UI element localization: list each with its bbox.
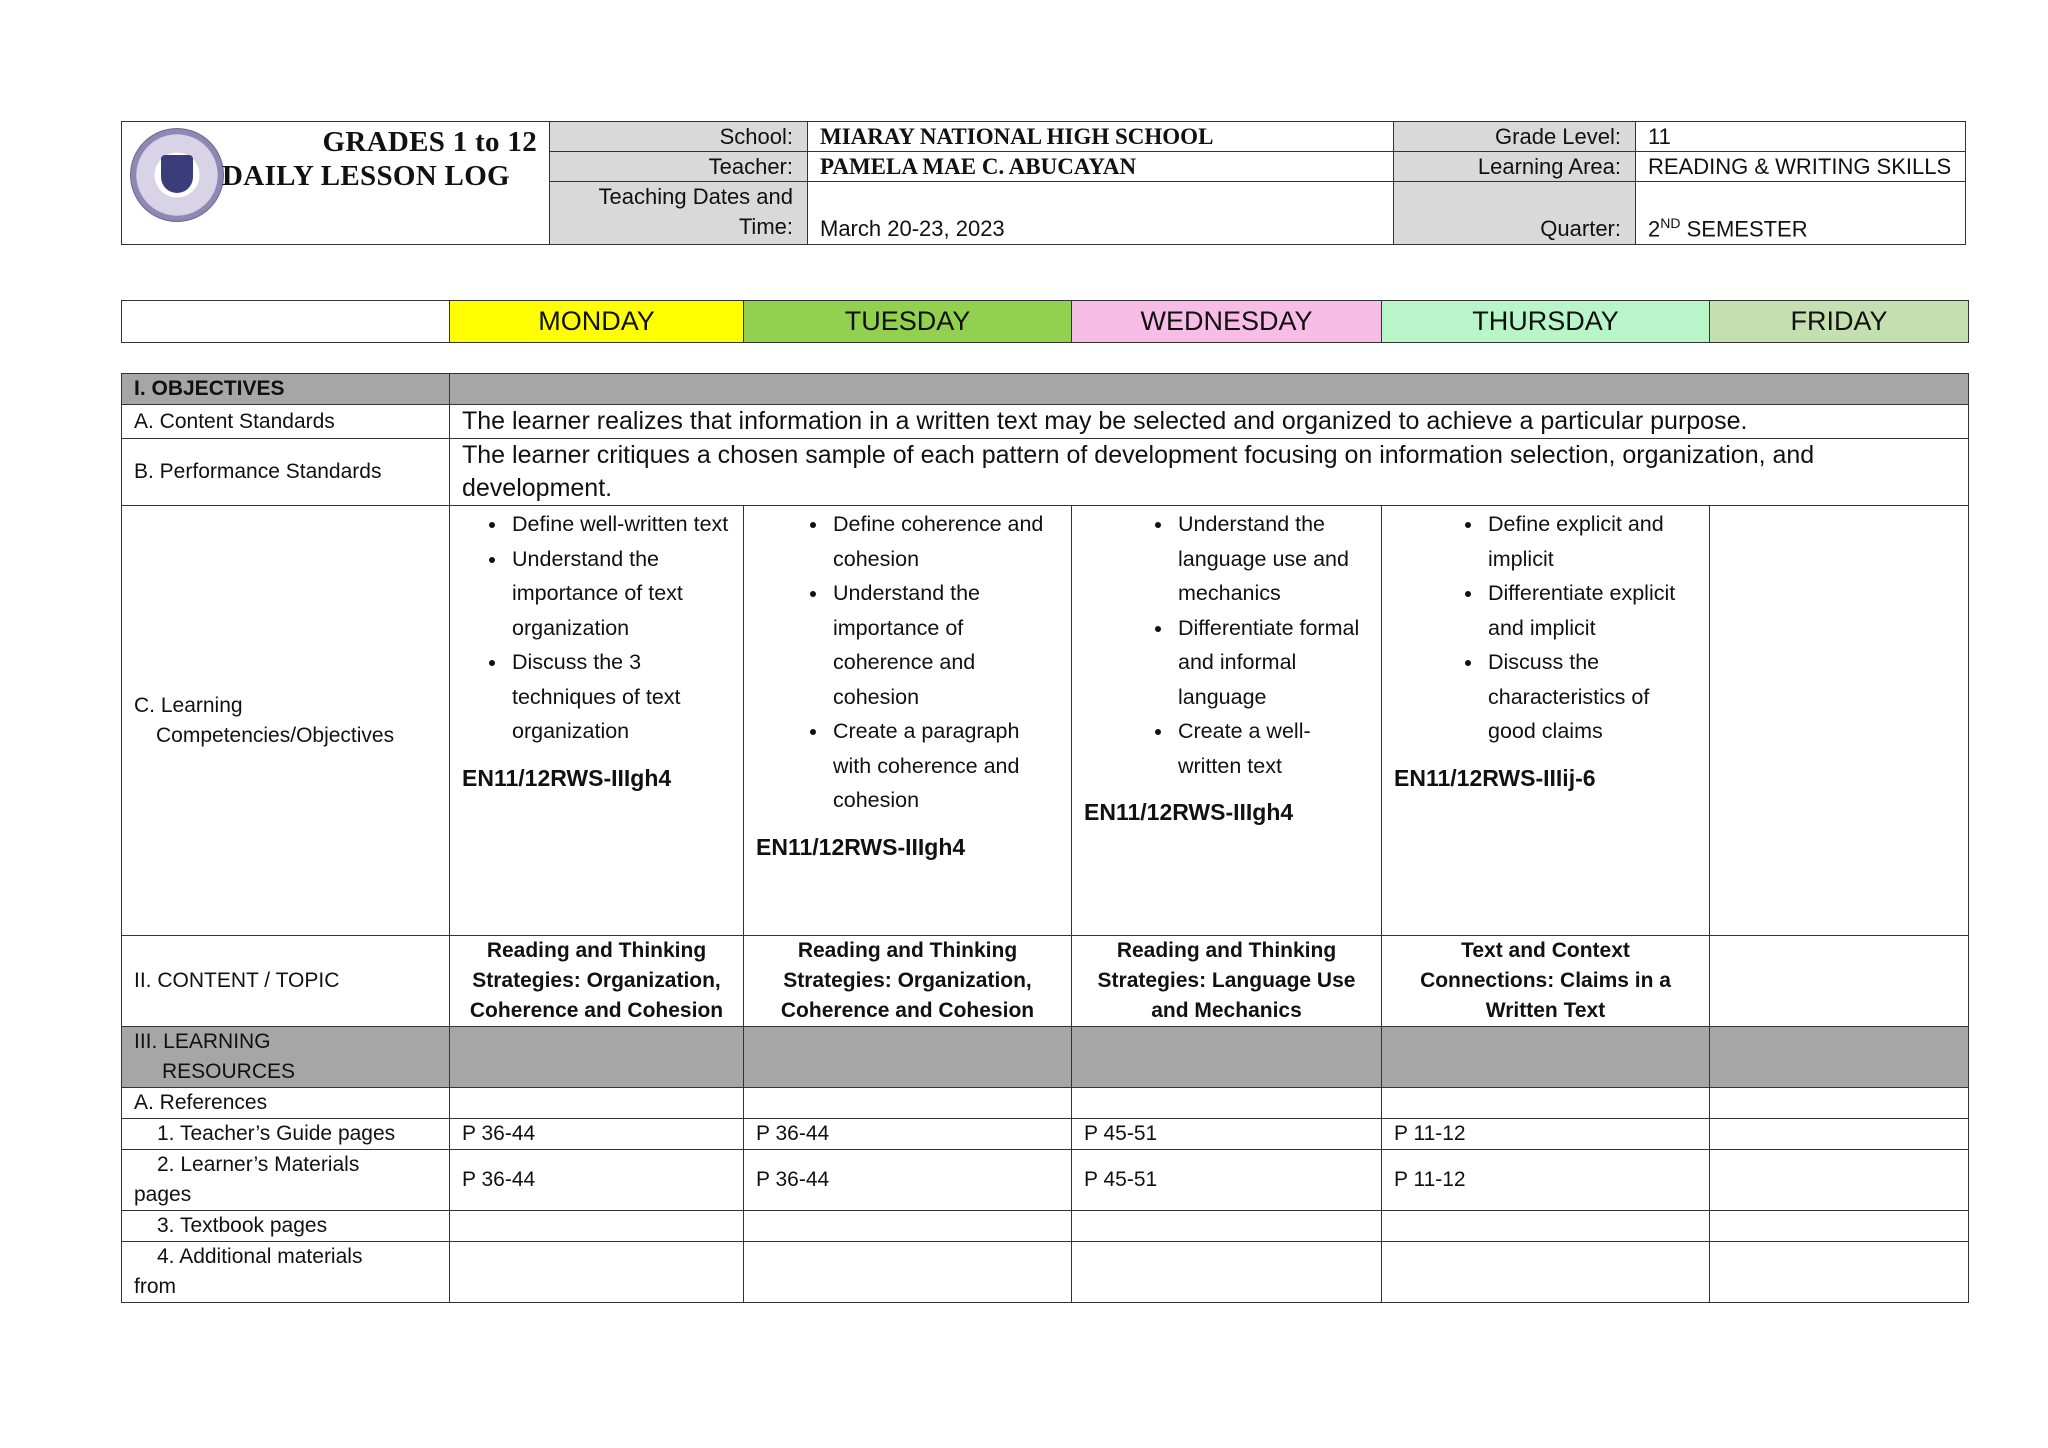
empty-cell xyxy=(450,1242,744,1303)
objective-item: • Differentiate explicit and implicit xyxy=(1484,576,1697,645)
learning-resources-row xyxy=(122,1027,1969,1088)
performance-standards-row xyxy=(122,439,1969,506)
empty-cell xyxy=(1072,1242,1382,1303)
deped-seal-icon xyxy=(130,128,224,222)
empty-cell xyxy=(1382,1211,1710,1242)
objective-item: • Understand the importance of text organization xyxy=(508,542,731,646)
learning-resources-heading-1: III. LEARNING xyxy=(134,1030,271,1053)
content-topic-label: II. CONTENT / TOPIC xyxy=(122,936,450,1027)
performance-standards-text: The learner critiques a chosen sample of each pattern of development focusing on information selection, organization, and development. xyxy=(450,439,1969,506)
teaching-dates-label-1: Teaching Dates and xyxy=(598,184,793,209)
competencies-label-1: C. Learning xyxy=(134,693,243,717)
competency-code: EN11/12RWS-IIIij-6 xyxy=(1394,764,1596,791)
friday-lm xyxy=(1710,1150,1969,1211)
thursday-topic: Text and Context Connections: Claims in a Written Text xyxy=(1382,936,1710,1027)
gray-cell xyxy=(1072,1027,1382,1088)
empty-cell xyxy=(1072,1088,1382,1119)
objective-item: • Define coherence and cohesion xyxy=(829,507,1059,576)
thursday-tg: P 11-12 xyxy=(1382,1119,1710,1150)
days-blank-cell xyxy=(122,301,450,343)
quarter-label: Quarter: xyxy=(1394,182,1636,245)
day-wednesday: WEDNESDAY xyxy=(1072,301,1382,343)
empty-cell xyxy=(1382,1242,1710,1303)
teacher-label: Teacher: xyxy=(550,152,808,182)
additional-materials-label-1: 4. Additional materials xyxy=(157,1245,363,1268)
wednesday-objectives xyxy=(1072,506,1382,936)
references-label: A. References xyxy=(122,1088,450,1119)
objective-item: • Define well-written text xyxy=(508,507,731,542)
learning-resources-heading xyxy=(122,1027,450,1088)
content-topic-row xyxy=(122,936,1969,1027)
wednesday-lm: P 45-51 xyxy=(1072,1150,1382,1211)
learners-materials-row xyxy=(122,1150,1969,1211)
friday-tg xyxy=(1710,1119,1969,1150)
objectives-gray-bar xyxy=(450,374,1969,405)
quarter-value xyxy=(1636,182,1966,245)
teaching-dates-label-2: Time: xyxy=(738,214,793,239)
school-value: MIARAY NATIONAL HIGH SCHOOL xyxy=(808,122,1394,152)
monday-objectives xyxy=(450,506,744,936)
teaching-dates-label xyxy=(550,182,808,245)
empty-cell xyxy=(1710,1242,1969,1303)
competencies-row xyxy=(122,506,1969,936)
lesson-log-table xyxy=(121,373,1969,1303)
objective-item: • Understand the language use and mechanics xyxy=(1174,507,1369,611)
additional-materials-label xyxy=(122,1242,450,1303)
competency-code: EN11/12RWS-IIIgh4 xyxy=(756,833,966,860)
competency-code: EN11/12RWS-IIIgh4 xyxy=(1084,799,1294,825)
objective-item: • Create a well-written text xyxy=(1174,714,1369,783)
title-block xyxy=(122,122,550,245)
empty-cell xyxy=(1710,1088,1969,1119)
gray-cell xyxy=(1382,1027,1710,1088)
thursday-objectives xyxy=(1382,506,1710,936)
empty-cell xyxy=(1710,1211,1969,1242)
textbook-row xyxy=(122,1211,1969,1242)
objective-item: • Define explicit and implicit xyxy=(1484,507,1697,576)
wednesday-topic: Reading and Thinking Strategies: Language Use and Mechanics xyxy=(1072,936,1382,1027)
tuesday-topic: Reading and Thinking Strategies: Organization, Coherence and Cohesion xyxy=(744,936,1072,1027)
empty-cell xyxy=(1382,1088,1710,1119)
objectives-row xyxy=(122,374,1969,405)
objective-item: • Discuss the 3 techniques of text organization xyxy=(508,645,731,749)
objective-item: • Discuss the characteristics of good claims xyxy=(1484,645,1697,749)
tuesday-lm: P 36-44 xyxy=(744,1150,1072,1211)
quarter-rest: SEMESTER xyxy=(1680,216,1808,241)
day-thursday: THURSDAY xyxy=(1382,301,1710,343)
learners-materials-label-2: pages xyxy=(134,1183,192,1206)
teacher-value: PAMELA MAE C. ABUCAYAN xyxy=(808,152,1394,182)
additional-materials-label-2: from xyxy=(134,1275,176,1298)
references-row xyxy=(122,1088,1969,1119)
monday-tg: P 36-44 xyxy=(450,1119,744,1150)
empty-cell xyxy=(744,1242,1072,1303)
objective-item: • Differentiate formal and informal language xyxy=(1174,611,1369,715)
learners-materials-label xyxy=(122,1150,450,1211)
competencies-label-2: Competencies/Objectives xyxy=(156,723,395,747)
textbook-label: 3. Textbook pages xyxy=(122,1211,450,1242)
gray-cell xyxy=(744,1027,1072,1088)
friday-objectives xyxy=(1710,506,1969,936)
empty-cell xyxy=(744,1088,1072,1119)
header-table xyxy=(121,121,1966,245)
objectives-heading: I. OBJECTIVES xyxy=(122,374,450,405)
empty-cell xyxy=(450,1088,744,1119)
day-monday: MONDAY xyxy=(450,301,744,343)
performance-standards-label: B. Performance Standards xyxy=(122,439,450,506)
gray-cell xyxy=(450,1027,744,1088)
title-line-2: DAILY LESSON LOG xyxy=(222,160,510,192)
wednesday-tg: P 45-51 xyxy=(1072,1119,1382,1150)
teachers-guide-row xyxy=(122,1119,1969,1150)
monday-lm: P 36-44 xyxy=(450,1150,744,1211)
content-standards-text: The learner realizes that information in a written text may be selected and organized to achieve a particular purpose. xyxy=(450,405,1969,439)
objective-item: • Understand the importance of coherence and cohesion xyxy=(829,576,1059,714)
additional-materials-row xyxy=(122,1242,1969,1303)
title-line-1: GRADES 1 to 12 xyxy=(322,126,537,158)
day-friday: FRIDAY xyxy=(1710,301,1969,343)
learning-resources-heading-2: RESOURCES xyxy=(162,1060,296,1083)
quarter-num: 2 xyxy=(1648,216,1661,241)
objective-item: • Create a paragraph with coherence and cohesion xyxy=(829,714,1059,818)
learning-area-label: Learning Area: xyxy=(1394,152,1636,182)
learners-materials-label-1: 2. Learner’s Materials xyxy=(157,1153,360,1176)
day-tuesday: TUESDAY xyxy=(744,301,1072,343)
empty-cell xyxy=(744,1211,1072,1242)
competencies-label xyxy=(122,506,450,936)
gray-cell xyxy=(1710,1027,1969,1088)
school-label: School: xyxy=(550,122,808,152)
competency-code: EN11/12RWS-IIIgh4 xyxy=(462,764,672,791)
thursday-lm: P 11-12 xyxy=(1382,1150,1710,1211)
empty-cell xyxy=(450,1211,744,1242)
content-standards-row xyxy=(122,405,1969,439)
friday-topic xyxy=(1710,936,1969,1027)
monday-topic: Reading and Thinking Strategies: Organization, Coherence and Cohesion xyxy=(450,936,744,1027)
teaching-dates-value: March 20-23, 2023 xyxy=(808,182,1394,245)
content-standards-label: A. Content Standards xyxy=(122,405,450,439)
tuesday-tg: P 36-44 xyxy=(744,1119,1072,1150)
teachers-guide-label: 1. Teacher’s Guide pages xyxy=(122,1119,450,1150)
learning-area-value: READING & WRITING SKILLS xyxy=(1636,152,1966,182)
empty-cell xyxy=(1072,1211,1382,1242)
tuesday-objectives xyxy=(744,506,1072,936)
grade-level-label: Grade Level: xyxy=(1394,122,1636,152)
grade-level-value: 11 xyxy=(1636,122,1966,152)
quarter-sup: ND xyxy=(1660,214,1681,231)
days-header xyxy=(121,300,1969,343)
